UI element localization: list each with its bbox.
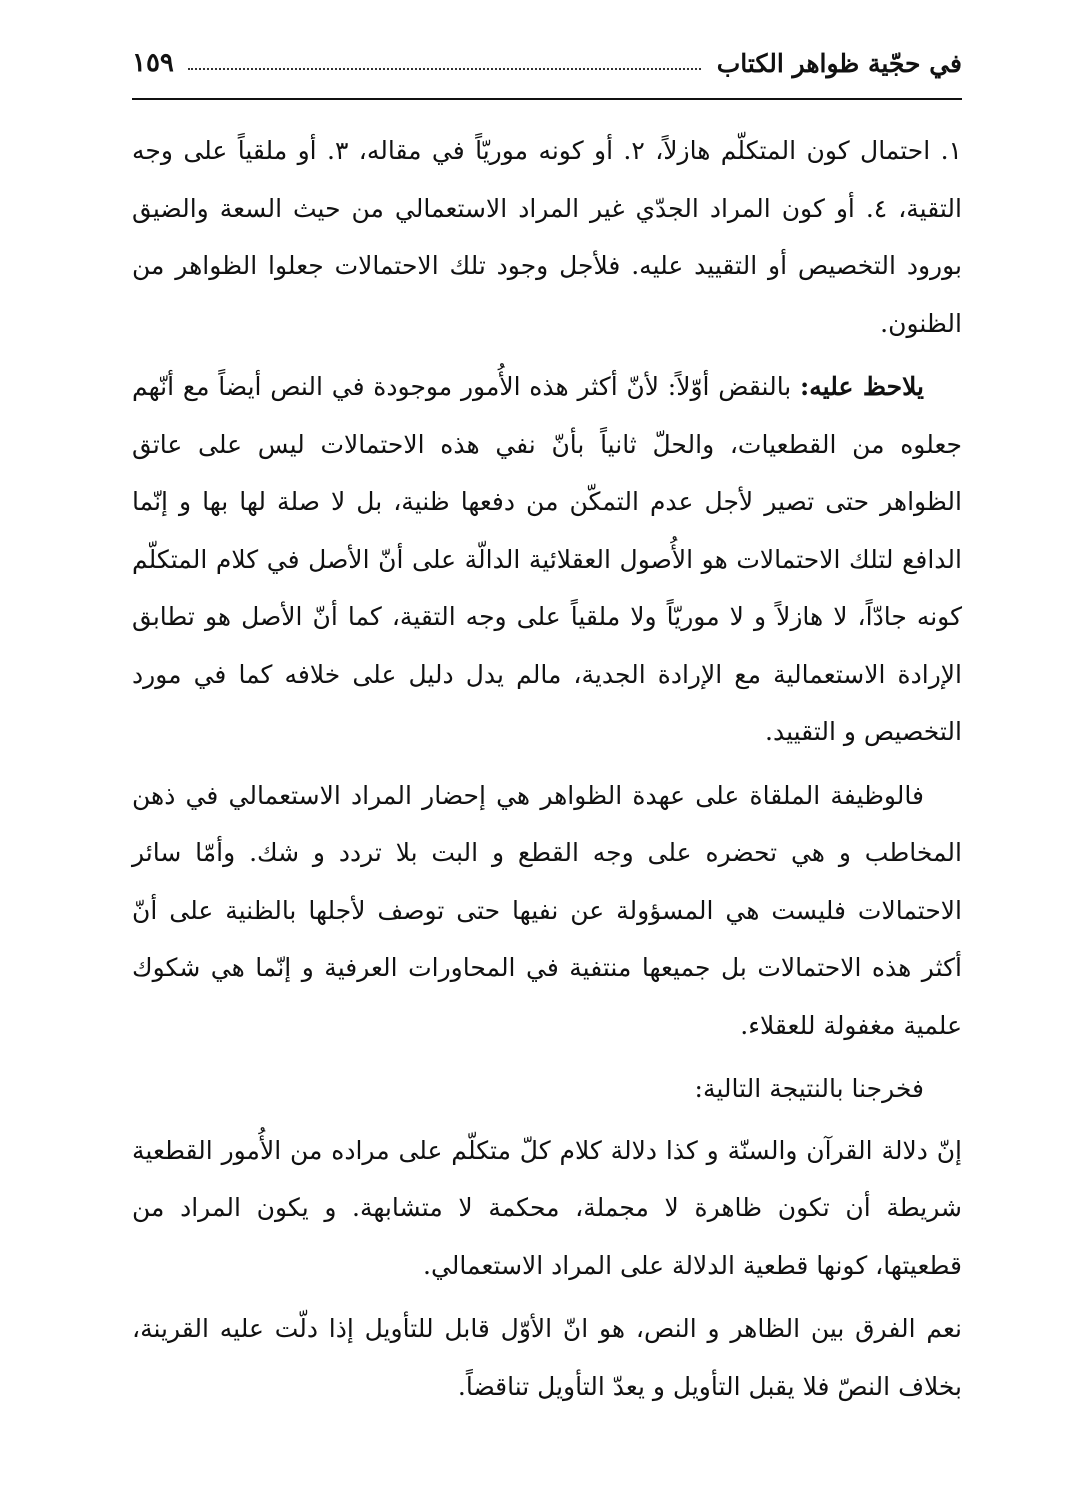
paragraph-2-lead: يلاحظ عليه:: [800, 372, 924, 401]
header-rule: [132, 98, 962, 100]
body-text: [132, 122, 962, 1415]
paragraph-4: فخرجنا بالنتيجة التالية:: [694, 1074, 924, 1103]
chapter-title: في حجّية ظواهر الكتاب: [716, 48, 962, 78]
paragraph-3: فالوظيفة الملقاة على عهدة الظواهر هي إحضار المراد الاستعمالي في ذهن المخاطب و هي تحضره على وجه القطع و البت بلا تردد و شك. وأمّا سائر الاحتمالات فليست هي المسؤولة عن نفيها حتى توصف لأجلها بالظنية على أنّ أكثر هذه الاحتمالات بل جميعها منتفية في المحاورات العرفية و إنّما هي شكوك علمية مغفولة للعقلاء.: [132, 780, 962, 1040]
paragraph-2: [132, 358, 962, 761]
book-page: [132, 38, 962, 1478]
paragraph-2-body: بالنقض أوّلاً: لأنّ أكثر هذه الأُمور موجودة في النص أيضاً مع أنّهم جعلوه من القطعيات، والحلّ ثانياً بأنّ نفي هذه الاحتمالات ليس على عاتق الظواهر حتى تصير لأجل عدم التمكّن من دفعها ظنية، بل لا صلة لها بها و إنّما الدافع لتلك الاحتمالات هو الأُصول العقلائية الدالّة على أنّ الأصل في كلام المتكلّم كونه جادّاً، لا هازلاً و لا موريّاً ولا ملقياً على وجه التقية، كما أنّ الأصل هو تطابق الإرادة الاستعمالية مع الإرادة الجدية، مالم يدل دليل على خلافه كما في مورد التخصيص و التقييد.: [132, 372, 962, 746]
running-header: [132, 38, 962, 88]
paragraph-5: إنّ دلالة القرآن والسنّة و كذا دلالة كلام كلّ متكلّم على مراده من الأُمور القطعية شريطة أن تكون ظاهرة لا مجملة، محكمة لا متشابهة. و يكون المراد من قطعيتها، كونها قطعية الدلالة على المراد الاستعمالي.: [132, 1135, 962, 1280]
header-dot-leader: [188, 67, 701, 70]
paragraph-1: ١. احتمال كون المتكلّم هازلاً، ٢. أو كونه موريّاً في مقاله، ٣. أو ملقياً على وجه التقية، ٤. أو كون المراد الجدّي غير المراد الاستعمالي من حيث السعة والضيق بورود التخصيص أو التقييد عليه. فلأجل وجود تلك الاحتمالات جعلوا الظواهر من الظنون.: [132, 136, 962, 338]
page-number: ١٥٩: [132, 48, 174, 78]
paragraph-6: نعم الفرق بين الظاهر و النص، هو انّ الأوّل قابل للتأويل إذا دلّت عليه القرينة، بخلاف النصّ فلا يقبل التأويل و يعدّ التأويل تناقضاً.: [132, 1314, 962, 1401]
